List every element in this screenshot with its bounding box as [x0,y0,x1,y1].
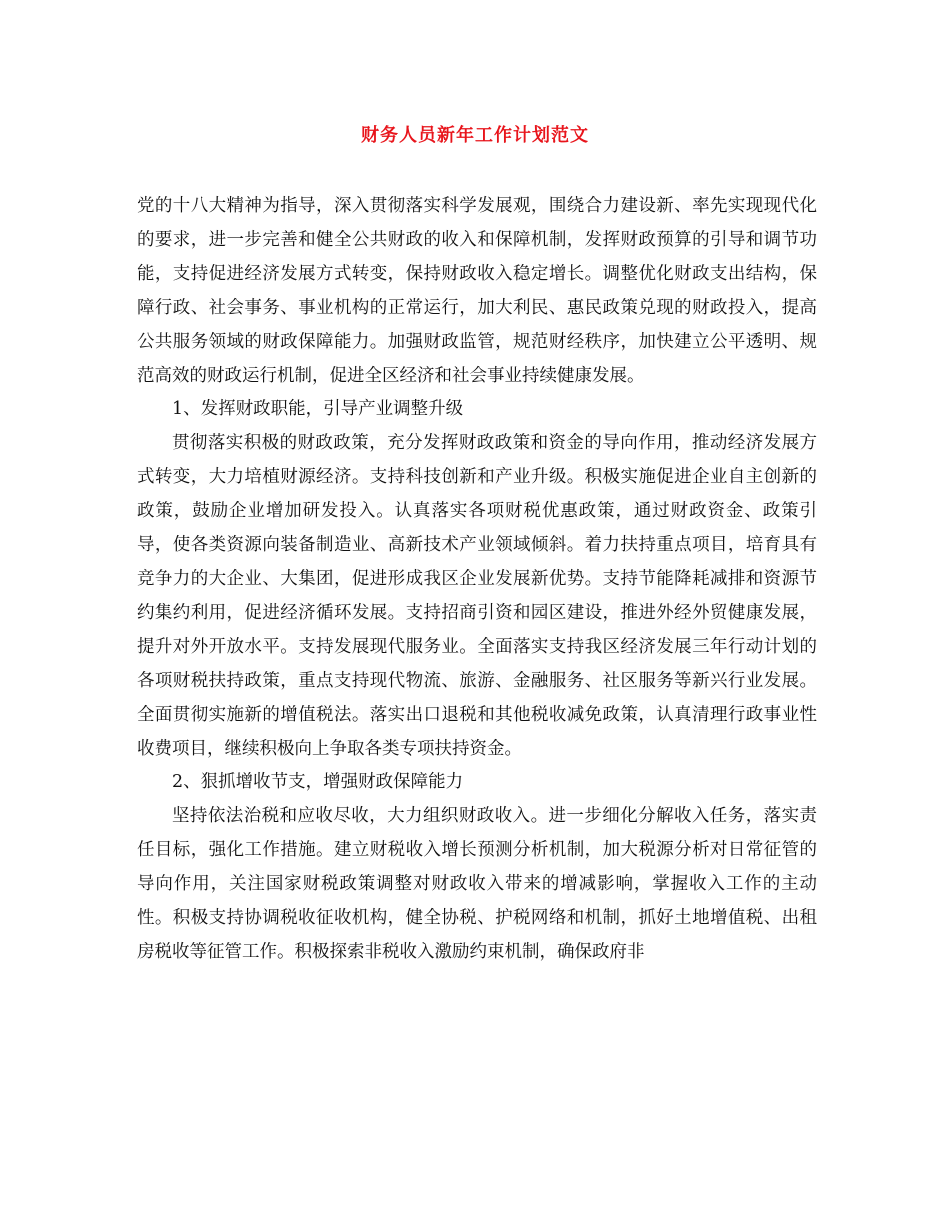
paragraph-intro: 党的十八大精神为指导，深入贯彻落实科学发展观，围绕合力建设新、率先实现现代化的要求，进一步完善和健全公共财政的收入和保障机制，发挥财政预算的引导和调节功能，支持促进经济发展方式转变，保持财政收入稳定增长。调整优化财政支出结构，保障行政、社会事务、事业机构的正常运行，加大利民、惠民政策兑现的财政投入，提高公共服务领域的财政保障能力。加强财政监管，规范财经秩序，加快建立公平透明、规范高效的财政运行机制，促进全区经济和社会事业持续健康发展。 [137,196,817,386]
document-body [137,190,817,970]
section-heading-2: 2、狠抓增收节支，增强财政保障能力 [172,772,464,793]
document-title: 财务人员新年工作计划范文 [361,125,589,146]
paragraph-section-1: 贯彻落实积极的财政政策，充分发挥财政政策和资金的导向作用，推动经济发展方式转变，大力培植财源经济。支持科技创新和产业升级。积极实施促进企业自主创新的政策，鼓励企业增加研发投入。认真落实各项财税优惠政策，通过财政资金、政策引导，使各类资源向装备制造业、高新技术产业领域倾斜。着力扶持重点项目，培育具有竞争力的大企业、大集团，促进形成我区企业发展新优势。支持节能降耗减排和资源节约集约利用，促进经济循环发展。支持招商引资和园区建设，推进外经外贸健康发展，提升对外开放水平。支持发展现代服务业。全面落实支持我区经济发展三年行动计划的各项财税扶持政策，重点支持现代物流、旅游、金融服务、社区服务等新兴行业发展。全面贯彻实施新的增值税法。落实出口退税和其他税收减免政策，认真清理行政事业性收费项目，继续积极向上争取各类专项扶持资金。 [137,433,817,759]
paragraph-section-2: 坚持依法治税和应收尽收，大力组织财政收入。进一步细化分解收入任务，落实责任目标，强化工作措施。建立财税收入增长预测分析机制，加大税源分析对日常征管的导向作用，关注国家财税政策调整对财政收入带来的增减影响，掌握收入工作的主动性。积极支持协调税收征收机构，健全协税、护税网络和机制，抓好土地增值税、出租房税收等征管工作。积极探索非税收入激励约束机制，确保政府非 [137,806,817,962]
section-heading-1: 1、发挥财政职能，引导产业调整升级 [172,399,464,420]
